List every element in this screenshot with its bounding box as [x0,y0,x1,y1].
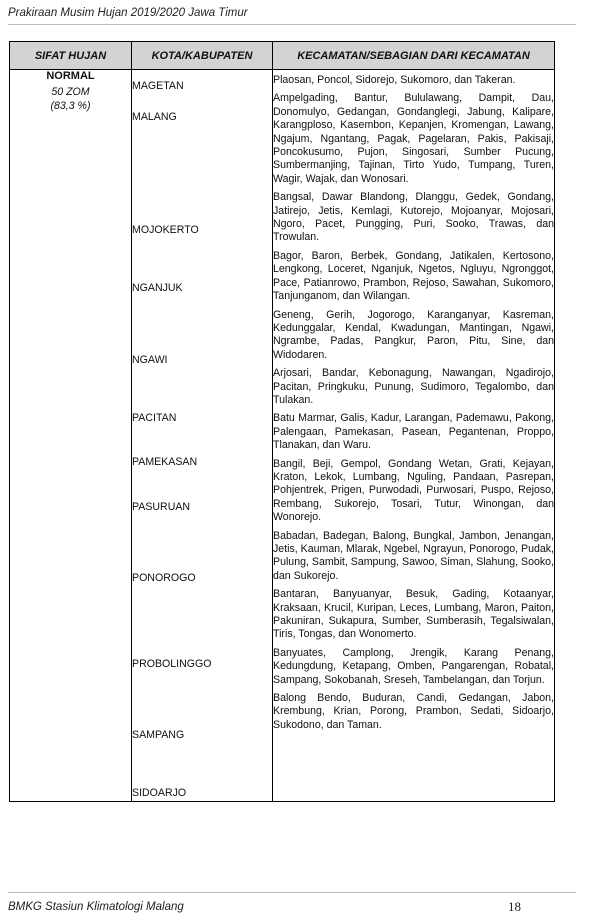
kecamatan-entry: Bangil, Beji, Gempol, Gondang Wetan, Grati, Kejayan, Kraton, Lekok, Lumbang, Nguling, Pandaan, Pasrepan, Pohjentrek, Prigen, Purwodadi, Purwosari, Puspo, Rejoso, Rembang, Sukorejo, Tosari, Tutur, Winongan, dan Wonorejo. [273,457,554,524]
page-number: 18 [508,899,521,914]
kota-name: MALANG [132,111,177,124]
header-sifat-hujan: SIFAT HUJAN [10,42,132,70]
page-header: Prakiraan Musim Hujan 2019/2020 Jawa Timur [8,7,248,19]
kota-name: MAGETAN [132,80,184,92]
kecamatan-entry: Batu Marmar, Galis, Kadur, Larangan, Pademawu, Pakong, Palengaan, Pamekasan, Pasean, Pegantenan, Proppo, Tlanakan, dan Waru. [273,412,554,452]
kota-name: PROBOLINGGO [132,657,212,670]
kota-column [132,70,273,802]
page-footer: BMKG Stasiun Klimatologi Malang [8,901,184,913]
sifat-label: NORMAL [46,70,95,82]
sifat-zom: 50 ZOM [51,86,90,99]
footer-divider [8,892,576,893]
kecamatan-entry: Bangsal, Dawar Blandong, Dlanggu, Gedek, Gondang, Jatirejo, Jetis, Kemlagi, Kutorejo, Mojoanyar, Mojosari, Ngoro, Pacet, Pungging, Puri, Sooko, Trawas, dan Trowulan. [273,191,554,244]
kota-name: PONOROGO [132,572,196,585]
kecamatan-entry: Banyuates, Camplong, Jrengik, Karang Penang, Kedungdung, Ketapang, Omben, Pangarengan, Robatal, Sampang, Sokobanah, Sreseh, Tambelangan, dan Torjun. [273,646,554,686]
kota-name: SAMPANG [132,728,185,741]
header-divider [8,24,576,25]
kecamatan-entry: Ampelgading, Bantur, Bululawang, Dampit, Dau, Donomulyo, Gedangan, Gondanglegi, Jabung, Kalipare, Karangploso, Kasembon, Kepanjen, Kromengan, Lawang, Ngajum, Ngantang, Pagak, Pagelaran, Pakis, Pakisaji, Poncokusumo, Pujon, Singosari, Sumber Pucung, Sumbermanjing, Tajinan, Tirto Yudo, Tumpang, Turen, Wagir, Wajak, dan Wonosari. [273,92,554,185]
forecast-table [9,41,555,802]
table-body-row [10,70,555,802]
kota-name: SIDOARJO [132,787,187,800]
header-kecamatan: KECAMATAN/SEBAGIAN DARI KECAMATAN [273,42,555,70]
kecamatan-column [273,70,555,802]
kota-name: NGANJUK [132,282,183,295]
kecamatan-entry: Balong Bendo, Buduran, Candi, Gedangan, Jabon, Krembung, Krian, Porong, Prambon, Sedati, Sidoarjo, Sukodono, dan Taman. [273,692,554,731]
kota-name: NGAWI [132,353,168,366]
kecamatan-entry: Arjosari, Bandar, Kebonagung, Nawangan, Ngadirojo, Pacitan, Pringkuku, Punung, Sudimoro, Tegalombo, dan Tulakan. [273,367,554,406]
kota-name: PASURUAN [132,500,191,513]
kota-name: PAMEKASAN [132,456,198,469]
kecamatan-entry: Bantaran, Banyuanyar, Besuk, Gading, Kotaanyar, Kraksaan, Krucil, Kuripan, Leces, Lumbang, Maron, Paiton, Pakuniran, Sukapura, Sumber, Sumberasih, Tegalsiwalan, Tiris, Tongas, dan Wonomerto. [273,588,554,641]
kecamatan-entry: Babadan, Badegan, Balong, Bungkal, Jambon, Jenangan, Jetis, Kauman, Mlarak, Ngebel, Ngrayun, Ponorogo, Pudak, Pulung, Sambit, Sampung, Sawoo, Siman, Slahung, Sooko, dan Sukorejo. [273,529,554,582]
kecamatan-entry: Geneng, Gerih, Jogorogo, Karanganyar, Kasreman, Kedunggalar, Kendal, Kwadungan, Mantingan, Ngawi, Ngrambe, Padas, Pangkur, Paron, Pitu, Sine, dan Widodaren. [273,308,554,361]
table-header-row [10,42,555,70]
header-kota-kabupaten: KOTA/KABUPATEN [132,42,273,70]
kota-name: PACITAN [132,411,177,424]
sifat-percent: (83,3 %) [50,99,91,112]
kota-name: MOJOKERTO [132,223,199,236]
kecamatan-entry: Bagor, Baron, Berbek, Gondang, Jatikalen, Kertosono, Lengkong, Loceret, Nganjuk, Ngetos, Ngluyu, Ngronggot, Pace, Patianrowo, Prambon, Rejoso, Sawahan, Sukomoro, Tanjunganom, dan Wilangan. [273,249,554,303]
sifat-cell [10,70,132,802]
kecamatan-entry: Plaosan, Poncol, Sidorejo, Sukomoro, dan Takeran. [273,74,516,86]
